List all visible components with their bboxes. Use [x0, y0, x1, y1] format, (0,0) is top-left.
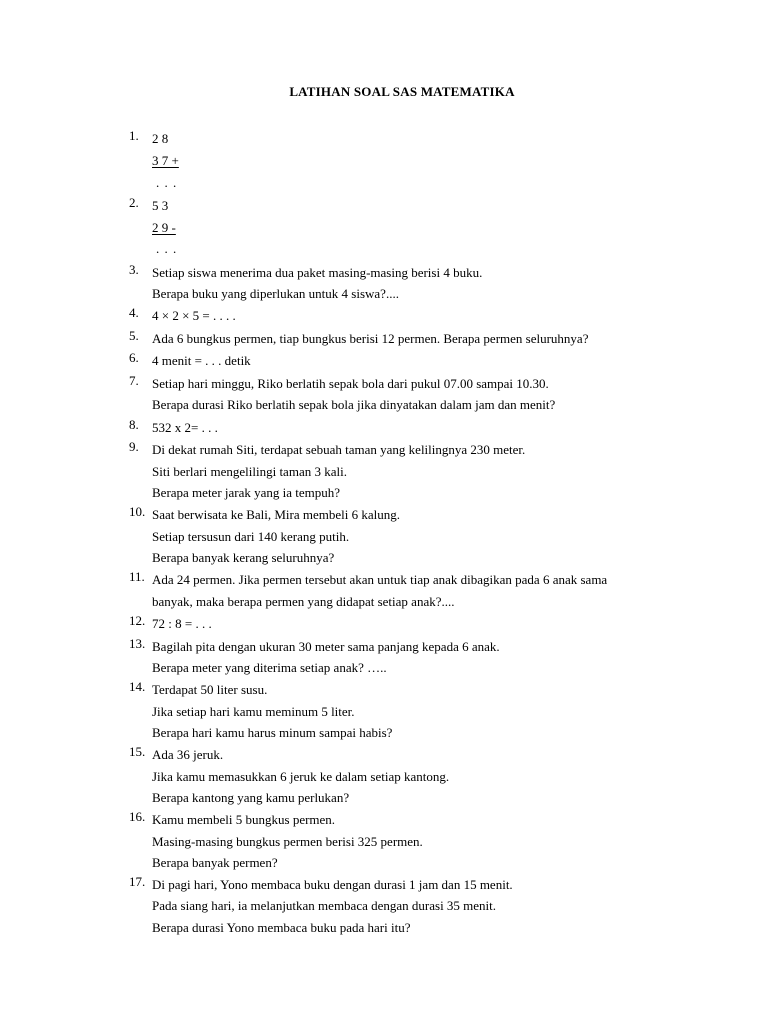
question-number: 3.	[129, 261, 139, 277]
question-text-line: Jika setiap hari kamu meminum 5 liter.	[152, 703, 355, 719]
question-text-line: Jika kamu memasukkan 6 jeruk ke dalam setiap kantong.	[152, 768, 450, 784]
question-text-line: Setiap tersusun dari 140 kerang putih.	[152, 528, 350, 544]
question-operand-line	[152, 150, 729, 172]
question-text-line: Di pagi hari, Yono membaca buku dengan durasi 1 jam dan 15 menit.	[152, 877, 513, 893]
question-item	[129, 504, 729, 568]
question-item	[129, 373, 729, 415]
question-text-line: 5 3	[152, 197, 169, 213]
question-text-line: Berapa meter yang diterima setiap anak? …..	[152, 659, 387, 675]
question-text-line: Berapa durasi Yono membaca buku pada hari itu?	[152, 919, 411, 935]
question-text-line: 4 × 2 × 5 = . . . .	[152, 308, 236, 324]
question-item	[129, 569, 729, 611]
question-number: 4.	[129, 305, 139, 321]
question-item	[129, 128, 729, 193]
question-text-line: Bagilah pita dengan ukuran 30 meter sama panjang kepada 6 anak.	[152, 638, 500, 654]
question-text-line: Berapa banyak kerang seluruhnya?	[152, 549, 335, 565]
question-text-line: Berapa kantong yang kamu perlukan?	[152, 789, 350, 805]
question-text-line: Berapa durasi Riko berlatih sepak bola jika dinyatakan dalam jam dan menit?	[152, 397, 556, 413]
question-list	[129, 128, 729, 938]
question-number: 14.	[129, 679, 146, 695]
question-item	[129, 262, 729, 304]
question-text-line: Berapa meter jarak yang ia tempuh?	[152, 484, 341, 500]
question-text-line: banyak, maka berapa permen yang didapat setiap anak?....	[152, 593, 455, 609]
question-number: 6.	[129, 350, 139, 366]
question-number: 2.	[129, 194, 139, 210]
question-item	[129, 328, 729, 349]
question-number: 5.	[129, 327, 139, 343]
question-item	[129, 305, 729, 326]
question-item	[129, 350, 729, 371]
question-text-line: Terdapat 50 liter susu.	[152, 682, 268, 698]
underlined-operand: 3 7 +	[152, 152, 179, 168]
question-text-line: Berapa banyak permen?	[152, 854, 278, 870]
question-text-line: 4 menit = . . . detik	[152, 353, 251, 369]
question-item	[129, 439, 729, 503]
question-text-line: 532 x 2= . . .	[152, 419, 218, 435]
question-item	[129, 636, 729, 678]
question-text-line: Ada 6 bungkus permen, tiap bungkus berisi 12 permen. Berapa permen seluruhnya?	[152, 330, 589, 346]
question-text-line: 2 8	[152, 131, 169, 146]
question-item	[129, 613, 729, 634]
question-number: 12.	[129, 613, 146, 629]
question-item	[129, 679, 729, 743]
question-item	[129, 195, 729, 260]
question-text-line: Setiap siswa menerima dua paket masing-masing berisi 4 buku.	[152, 264, 483, 280]
question-text-line: Siti berlari mengelilingi taman 3 kali.	[152, 463, 347, 479]
answer-blank: . . .	[156, 174, 178, 190]
question-number: 8.	[129, 416, 139, 432]
underlined-operand: 2 9 -	[152, 219, 176, 235]
question-text-line: Berapa hari kamu harus minum sampai habis?	[152, 724, 393, 740]
question-number: 1.	[129, 128, 139, 143]
question-text-line: Saat berwisata ke Bali, Mira membeli 6 kalung.	[152, 507, 401, 523]
question-text-line: Ada 24 permen. Jika permen tersebut akan untuk tiap anak dibagikan pada 6 anak sama	[152, 572, 608, 588]
question-text-line: Berapa buku yang diperlukan untuk 4 siswa?....	[152, 285, 399, 301]
question-item	[129, 874, 729, 938]
question-number: 11.	[129, 569, 145, 585]
question-text-line: Masing-masing bungkus permen berisi 325 permen.	[152, 833, 423, 849]
question-item	[129, 744, 729, 808]
answer-blank: . . .	[156, 241, 178, 257]
question-text-line: 72 : 8 = . . .	[152, 616, 212, 632]
question-number: 17.	[129, 874, 146, 890]
question-item	[129, 417, 729, 438]
question-text-line: Ada 36 jeruk.	[152, 747, 224, 763]
question-number: 9.	[129, 439, 139, 455]
question-item	[129, 809, 729, 873]
question-number: 10.	[129, 504, 146, 520]
question-number: 7.	[129, 373, 139, 389]
question-text-line: Pada siang hari, ia melanjutkan membaca dengan durasi 35 menit.	[152, 898, 497, 914]
page-title: LATIHAN SOAL SAS MATEMATIKA	[289, 84, 515, 99]
question-text-line: Setiap hari minggu, Riko berlatih sepak bola dari pukul 07.00 sampai 10.30.	[152, 376, 549, 392]
question-number: 16.	[129, 809, 146, 825]
question-number: 13.	[129, 635, 146, 651]
question-text-line: Di dekat rumah Siti, terdapat sebuah taman yang kelilingnya 230 meter.	[152, 442, 526, 458]
question-operand-line	[152, 217, 729, 239]
question-number: 15.	[129, 744, 146, 760]
question-text-line: Kamu membeli 5 bungkus permen.	[152, 812, 336, 828]
